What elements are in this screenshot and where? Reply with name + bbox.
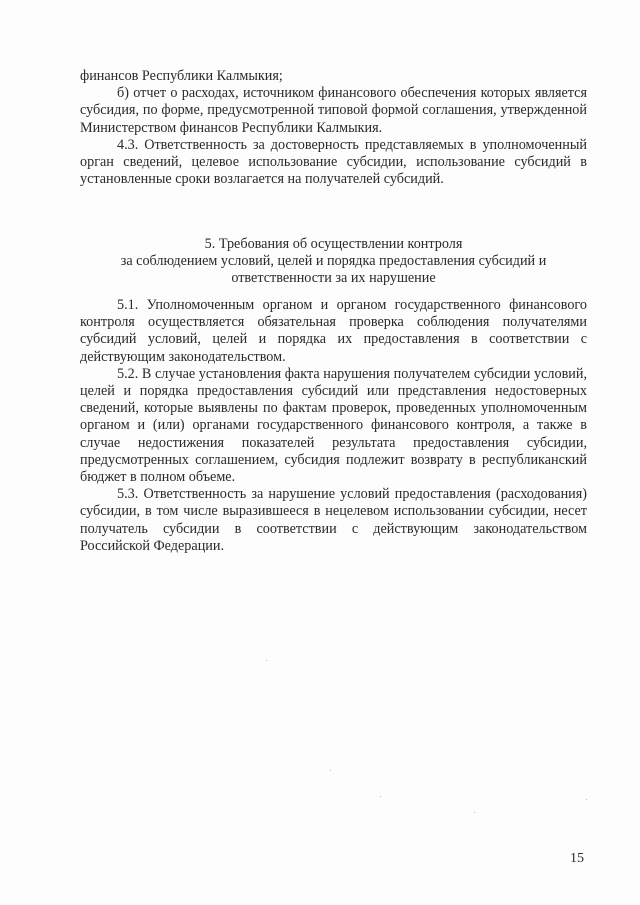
paragraph-5-1: 5.1. Уполномоченным органом и органом государственного финансового контроля осуществляется обязательная проверка соблюдения получателями субсидий условий, целей и порядка их предоставления в соответствии с действующим законодательством. [80, 297, 587, 365]
page-number: 15 [570, 851, 584, 866]
scan-speck [266, 660, 267, 661]
scan-speck [330, 770, 331, 771]
section-5-heading [80, 236, 587, 288]
paragraph-continuation: финансов Республики Калмыкия; [80, 68, 283, 84]
heading-line-2: за соблюдением условий, целей и порядка предоставления субсидий и [120, 253, 547, 270]
heading-line-1: 5. Требования об осуществлении контроля [204, 236, 463, 252]
paragraph-4-3: 4.3. Ответственность за достоверность представляемых в уполномоченный орган сведений, целевое использование субсидии, использование субсидий в установленные сроки возлагается на получателей субсидий. [80, 136, 587, 188]
section-5-body [80, 297, 587, 555]
paragraph-5-2: 5.2. В случае установления факта нарушения получателем субсидии условий, целей и порядка предоставления субсидий или представления недостоверных сведений, которые выявлены по фактам проверок, проведенных уполномоченным органом и (или) органами государственного финансового контроля, а также в случае недостижения показателей результата предоставления субсидии, предусмотренных соглашением, субсидия подлежит возврату в республиканский бюджет в полном объеме. [80, 365, 587, 486]
scan-speck [586, 799, 587, 800]
heading-line-3: ответственности за их нарушение [231, 270, 436, 287]
paragraph-5-3: 5.3. Ответственность за нарушение условий предоставления (расходования) субсидии, в том числе выразившееся в нецелевом использовании субсидии, несет получатель субсидии в соответствии с действующим законодательством Российской Федерации. [80, 486, 587, 554]
scan-speck [380, 796, 381, 797]
paragraph-report-b: б) отчет о расходах, источником финансового обеспечения которых является субсидия, по форме, предусмотренной типовой формой соглашения, утвержденной Министерством финансов Республики Калмыкия. [80, 85, 587, 136]
scan-speck [474, 812, 475, 813]
top-text-block [80, 68, 587, 188]
